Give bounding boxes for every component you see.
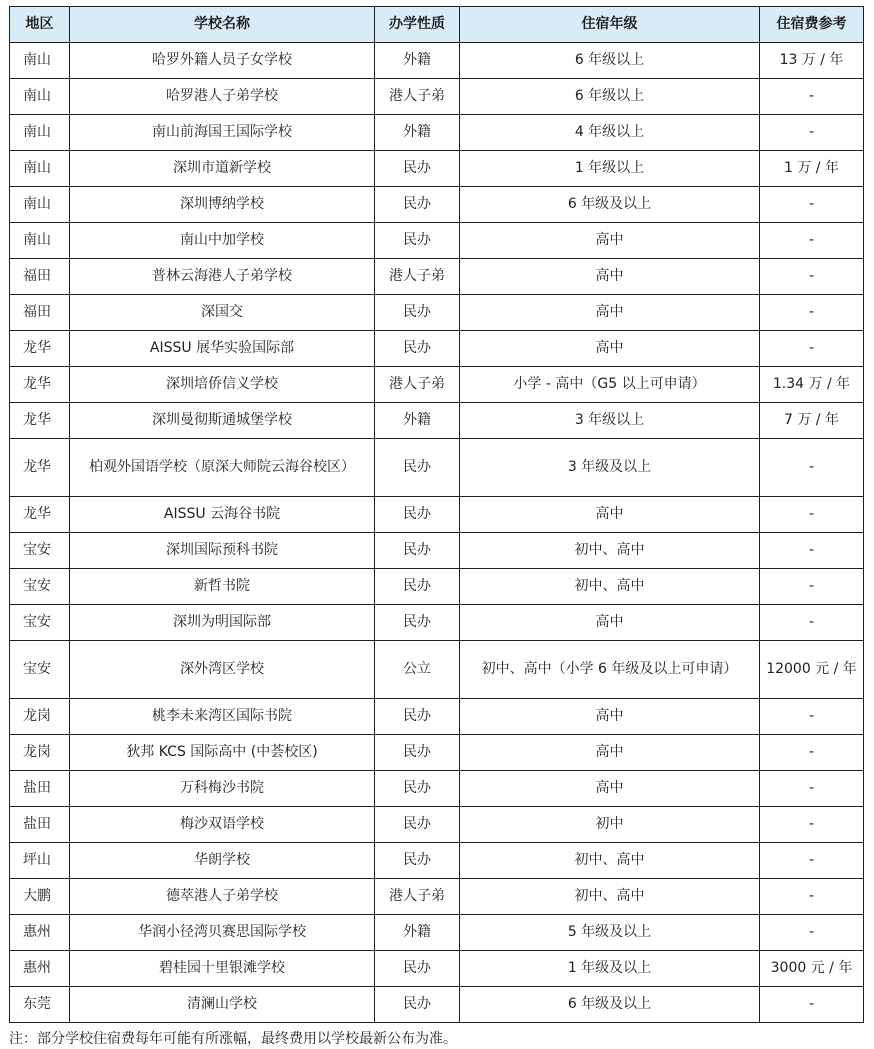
table-row xyxy=(10,951,864,987)
school-type-cell: 民办 xyxy=(375,223,460,259)
boarding-fee-cell: - xyxy=(760,843,864,879)
boarding-grade-cell: 小学 - 高中（G5 以上可申请） xyxy=(460,367,760,403)
boarding-fee-cell: - xyxy=(760,569,864,605)
boarding-fee-cell: - xyxy=(760,879,864,915)
table-row xyxy=(10,533,864,569)
boarding-grade-cell: 1 年级以上 xyxy=(460,151,760,187)
school-name-cell: 新哲书院 xyxy=(70,569,375,605)
school-type-cell: 民办 xyxy=(375,439,460,497)
school-type-cell: 港人子弟 xyxy=(375,367,460,403)
boarding-grade-cell: 高中 xyxy=(460,735,760,771)
school-name-cell: 深圳曼彻斯通城堡学校 xyxy=(70,403,375,439)
boarding-fee-cell: - xyxy=(760,605,864,641)
region-cell: 龙岗 xyxy=(10,699,70,735)
school-type-cell: 外籍 xyxy=(375,403,460,439)
boarding-fee-cell: - xyxy=(760,497,864,533)
boarding-grade-cell: 3 年级以上 xyxy=(460,403,760,439)
boarding-fee-cell: 1.34 万 / 年 xyxy=(760,367,864,403)
table-row xyxy=(10,79,864,115)
boarding-fee-cell: - xyxy=(760,331,864,367)
boarding-grade-cell: 6 年级以上 xyxy=(460,79,760,115)
school-name-cell: 深圳为明国际部 xyxy=(70,605,375,641)
boarding-grade-cell: 高中 xyxy=(460,699,760,735)
boarding-fee-cell: - xyxy=(760,79,864,115)
table-row xyxy=(10,879,864,915)
school-name-cell: 华润小径湾贝赛思国际学校 xyxy=(70,915,375,951)
region-cell: 南山 xyxy=(10,187,70,223)
region-cell: 龙华 xyxy=(10,331,70,367)
region-cell: 宝安 xyxy=(10,569,70,605)
school-type-cell: 民办 xyxy=(375,807,460,843)
boarding-grade-cell: 4 年级以上 xyxy=(460,115,760,151)
table-row xyxy=(10,187,864,223)
region-cell: 大鹏 xyxy=(10,879,70,915)
table-body xyxy=(10,43,864,1023)
boarding-grade-cell: 初中、高中 xyxy=(460,569,760,605)
school-type-cell: 外籍 xyxy=(375,915,460,951)
boarding-grade-cell: 高中 xyxy=(460,771,760,807)
school-name-cell: 哈罗港人子弟学校 xyxy=(70,79,375,115)
table-row xyxy=(10,115,864,151)
table-row xyxy=(10,569,864,605)
boarding-grade-cell: 初中、高中 xyxy=(460,533,760,569)
table-row xyxy=(10,367,864,403)
region-cell: 龙华 xyxy=(10,439,70,497)
school-type-cell: 民办 xyxy=(375,771,460,807)
table-row xyxy=(10,295,864,331)
school-type-cell: 民办 xyxy=(375,843,460,879)
boarding-fee-cell: - xyxy=(760,735,864,771)
school-name-cell: 南山中加学校 xyxy=(70,223,375,259)
region-cell: 龙华 xyxy=(10,367,70,403)
boarding-fee-cell: 3000 元 / 年 xyxy=(760,951,864,987)
region-cell: 南山 xyxy=(10,79,70,115)
boarding-grade-cell: 高中 xyxy=(460,295,760,331)
school-name-cell: 深国交 xyxy=(70,295,375,331)
school-type-cell: 外籍 xyxy=(375,115,460,151)
boarding-fee-cell: - xyxy=(760,295,864,331)
header-row xyxy=(10,7,864,43)
boarding-grade-cell: 初中、高中 xyxy=(460,879,760,915)
region-cell: 福田 xyxy=(10,295,70,331)
table-row xyxy=(10,497,864,533)
boarding-grade-cell: 3 年级及以上 xyxy=(460,439,760,497)
table-row xyxy=(10,987,864,1023)
boarding-schools-table xyxy=(9,6,864,1023)
region-cell: 福田 xyxy=(10,259,70,295)
table-header xyxy=(10,7,864,43)
region-cell: 南山 xyxy=(10,115,70,151)
table-row xyxy=(10,43,864,79)
table-row xyxy=(10,771,864,807)
boarding-grade-cell: 初中、高中（小学 6 年级及以上可申请） xyxy=(460,641,760,699)
school-name-cell: 万科梅沙书院 xyxy=(70,771,375,807)
region-cell: 东莞 xyxy=(10,987,70,1023)
table-row xyxy=(10,735,864,771)
school-type-cell: 民办 xyxy=(375,605,460,641)
boarding-fee-cell: 7 万 / 年 xyxy=(760,403,864,439)
school-type-cell: 港人子弟 xyxy=(375,79,460,115)
table-row xyxy=(10,605,864,641)
school-type-cell: 民办 xyxy=(375,699,460,735)
boarding-fee-cell: - xyxy=(760,439,864,497)
school-name-cell: AISSU 云海谷书院 xyxy=(70,497,375,533)
region-cell: 龙华 xyxy=(10,497,70,533)
school-name-cell: 深圳国际预科书院 xyxy=(70,533,375,569)
boarding-fee-cell: - xyxy=(760,807,864,843)
boarding-fee-cell: 12000 元 / 年 xyxy=(760,641,864,699)
table-row xyxy=(10,403,864,439)
boarding-fee-cell: - xyxy=(760,771,864,807)
region-cell: 盐田 xyxy=(10,807,70,843)
region-cell: 龙岗 xyxy=(10,735,70,771)
school-name-cell: 华朗学校 xyxy=(70,843,375,879)
header-school-type: 办学性质 xyxy=(375,7,460,43)
footnote: 注：部分学校住宿费每年可能有所涨幅，最终费用以学校最新公布为准。 xyxy=(9,1031,457,1047)
school-type-cell: 民办 xyxy=(375,187,460,223)
region-cell: 南山 xyxy=(10,43,70,79)
region-cell: 南山 xyxy=(10,223,70,259)
region-cell: 南山 xyxy=(10,151,70,187)
school-type-cell: 民办 xyxy=(375,987,460,1023)
school-name-cell: 清澜山学校 xyxy=(70,987,375,1023)
school-name-cell: 梅沙双语学校 xyxy=(70,807,375,843)
boarding-grade-cell: 高中 xyxy=(460,223,760,259)
region-cell: 宝安 xyxy=(10,641,70,699)
school-name-cell: 深圳博纳学校 xyxy=(70,187,375,223)
boarding-fee-cell: - xyxy=(760,987,864,1023)
boarding-fee-cell: 13 万 / 年 xyxy=(760,43,864,79)
school-type-cell: 民办 xyxy=(375,331,460,367)
school-name-cell: 狄邦 KCS 国际高中 (中荟校区) xyxy=(70,735,375,771)
boarding-grade-cell: 高中 xyxy=(460,331,760,367)
boarding-grade-cell: 1 年级及以上 xyxy=(460,951,760,987)
table-row xyxy=(10,641,864,699)
region-cell: 惠州 xyxy=(10,951,70,987)
table-row xyxy=(10,807,864,843)
school-name-cell: AISSU 展华实验国际部 xyxy=(70,331,375,367)
school-name-cell: 深外湾区学校 xyxy=(70,641,375,699)
table-row xyxy=(10,151,864,187)
school-type-cell: 港人子弟 xyxy=(375,879,460,915)
boarding-grade-cell: 初中 xyxy=(460,807,760,843)
school-type-cell: 民办 xyxy=(375,151,460,187)
school-type-cell: 民办 xyxy=(375,569,460,605)
boarding-fee-cell: - xyxy=(760,187,864,223)
school-type-cell: 民办 xyxy=(375,497,460,533)
boarding-grade-cell: 5 年级及以上 xyxy=(460,915,760,951)
school-type-cell: 民办 xyxy=(375,951,460,987)
table-row xyxy=(10,439,864,497)
school-type-cell: 民办 xyxy=(375,735,460,771)
school-name-cell: 哈罗外籍人员子女学校 xyxy=(70,43,375,79)
boarding-fee-cell: - xyxy=(760,533,864,569)
table-row xyxy=(10,223,864,259)
school-type-cell: 民办 xyxy=(375,295,460,331)
school-name-cell: 深圳市道新学校 xyxy=(70,151,375,187)
school-type-cell: 公立 xyxy=(375,641,460,699)
boarding-fee-cell: - xyxy=(760,115,864,151)
boarding-grade-cell: 高中 xyxy=(460,497,760,533)
boarding-fee-cell: - xyxy=(760,915,864,951)
boarding-grade-cell: 高中 xyxy=(460,605,760,641)
boarding-fee-cell: 1 万 / 年 xyxy=(760,151,864,187)
boarding-grade-cell: 6 年级及以上 xyxy=(460,987,760,1023)
boarding-fee-cell: - xyxy=(760,223,864,259)
school-name-cell: 深圳培侨信义学校 xyxy=(70,367,375,403)
school-name-cell: 德萃港人子弟学校 xyxy=(70,879,375,915)
school-name-cell: 南山前海国王国际学校 xyxy=(70,115,375,151)
table-row xyxy=(10,843,864,879)
header-boarding-grade: 住宿年级 xyxy=(460,7,760,43)
boarding-fee-cell: - xyxy=(760,259,864,295)
school-type-cell: 民办 xyxy=(375,533,460,569)
school-type-cell: 港人子弟 xyxy=(375,259,460,295)
school-type-cell: 外籍 xyxy=(375,43,460,79)
boarding-grade-cell: 初中、高中 xyxy=(460,843,760,879)
table-row xyxy=(10,699,864,735)
boarding-fee-cell: - xyxy=(760,699,864,735)
boarding-grade-cell: 6 年级以上 xyxy=(460,43,760,79)
school-name-cell: 柏观外国语学校（原深大师院云海谷校区） xyxy=(70,439,375,497)
table-row xyxy=(10,259,864,295)
school-name-cell: 普林云海港人子弟学校 xyxy=(70,259,375,295)
table-row xyxy=(10,331,864,367)
region-cell: 龙华 xyxy=(10,403,70,439)
boarding-grade-cell: 高中 xyxy=(460,259,760,295)
boarding-grade-cell: 6 年级及以上 xyxy=(460,187,760,223)
region-cell: 宝安 xyxy=(10,605,70,641)
region-cell: 惠州 xyxy=(10,915,70,951)
region-cell: 盐田 xyxy=(10,771,70,807)
table-row xyxy=(10,915,864,951)
header-region: 地区 xyxy=(10,7,70,43)
region-cell: 宝安 xyxy=(10,533,70,569)
school-name-cell: 碧桂园十里银滩学校 xyxy=(70,951,375,987)
header-boarding-fee: 住宿费参考 xyxy=(760,7,864,43)
school-name-cell: 桃李未来湾区国际书院 xyxy=(70,699,375,735)
region-cell: 坪山 xyxy=(10,843,70,879)
header-school-name: 学校名称 xyxy=(70,7,375,43)
